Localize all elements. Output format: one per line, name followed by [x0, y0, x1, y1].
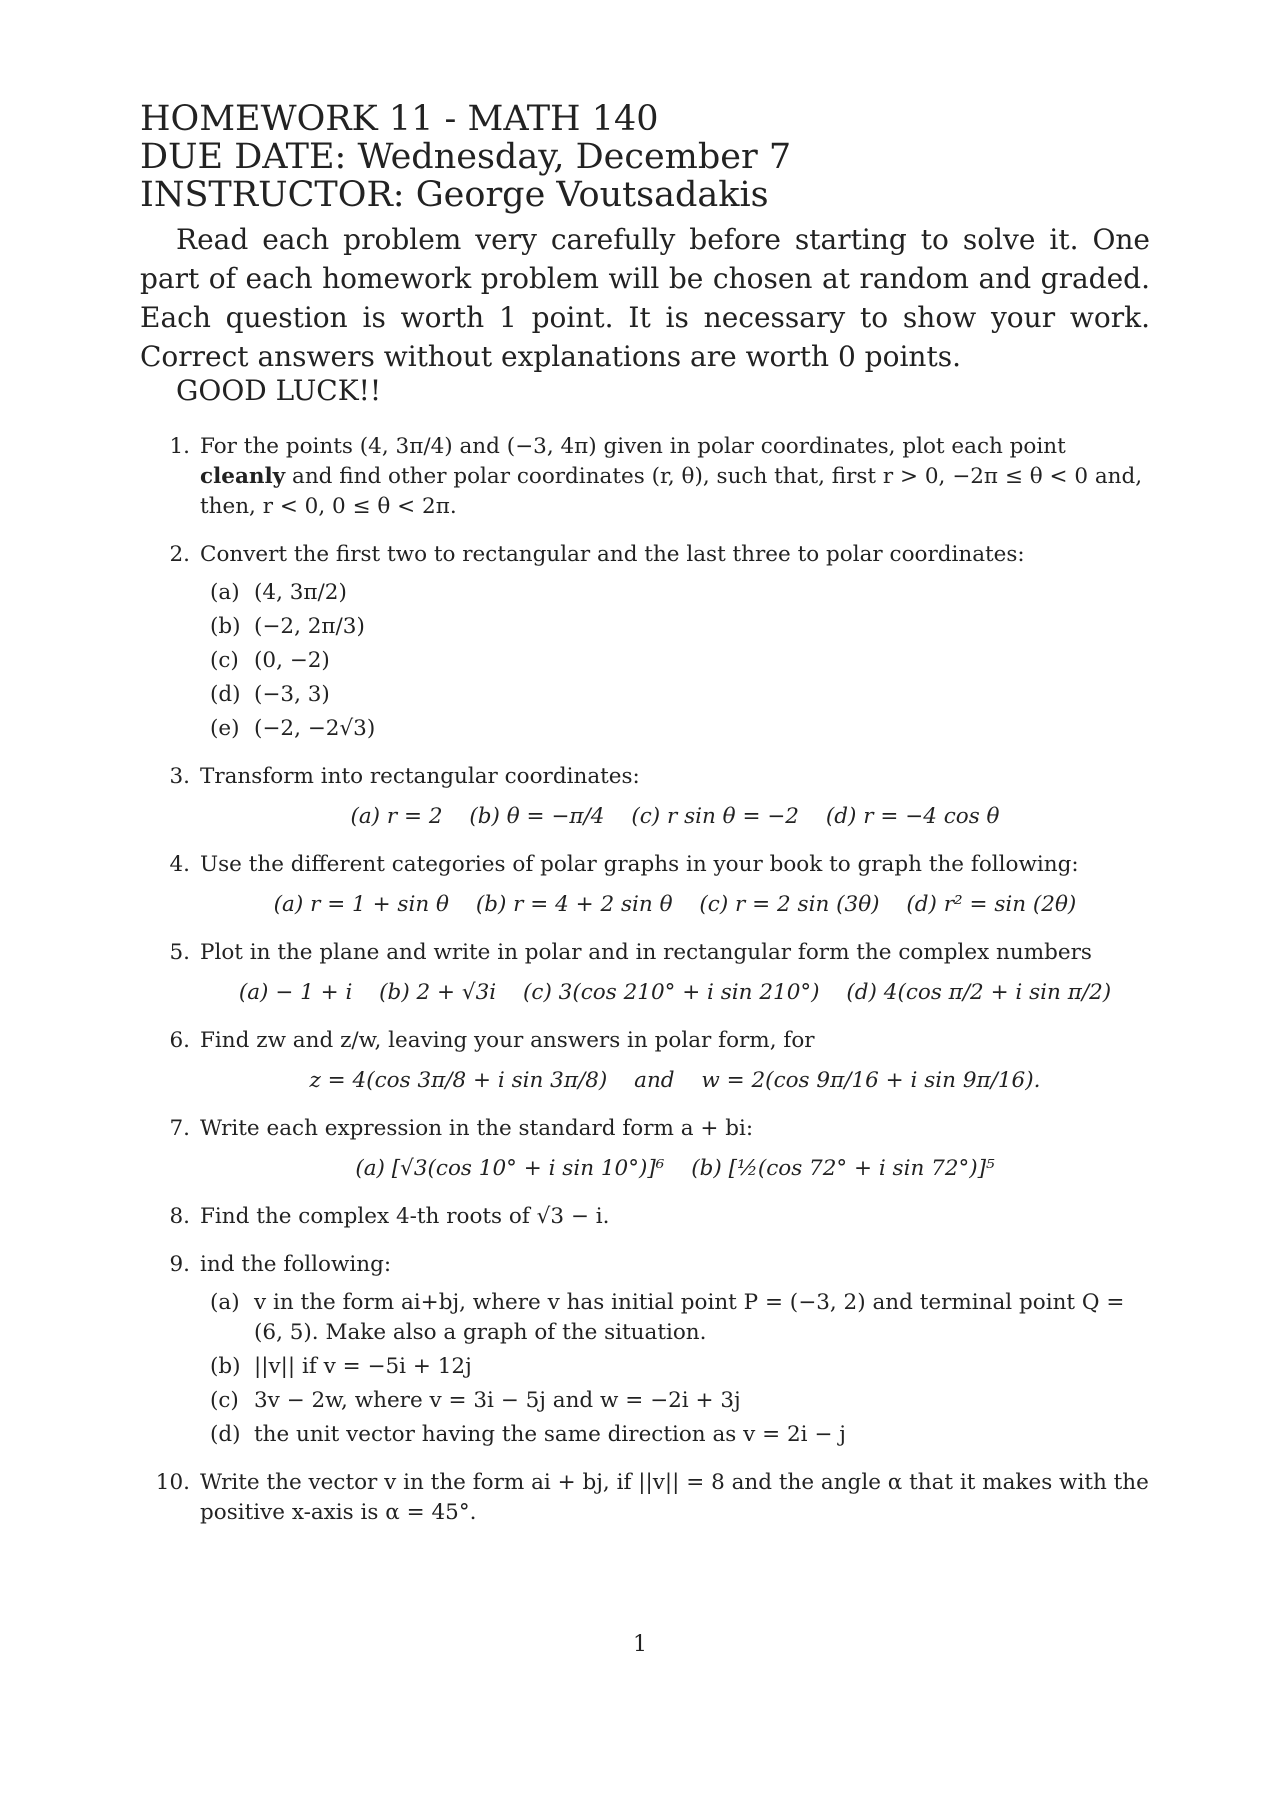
subitem-text: 3v − 2w, where v = 3i − 5j and w = −2i + 3j [254, 1388, 741, 1413]
problem-list [140, 432, 1150, 1528]
equation: (c) 3(cos 210° + i sin 210°) [523, 980, 820, 1005]
equation: (a) − 1 + i [238, 980, 353, 1005]
equation: (b) θ = −π/4 [469, 804, 605, 829]
subitem-label: (c) [210, 1388, 239, 1413]
subitem-label: (e) [210, 716, 240, 741]
subitem-text: the unit vector having the same direction as v = 2i − j [254, 1422, 846, 1447]
subitem [210, 578, 1150, 608]
instructor: INSTRUCTOR: George Voutsadakis [140, 175, 769, 215]
problem-text-bold: cleanly [200, 464, 286, 489]
display-equations [200, 1154, 1150, 1184]
homework-title: HOMEWORK 11 - MATH 140 [140, 99, 659, 139]
problem-text: ind the following: [200, 1252, 392, 1277]
problem-3 [140, 762, 1150, 832]
equation: and [634, 1068, 675, 1093]
problem-text-cont: and find other polar coordinates (r, θ), such that, first r > 0, −2π ≤ θ < 0 and, then, r < 0, 0 ≤ θ < 2π. [200, 464, 1143, 519]
subitem-text: (−2, 2π/3) [254, 614, 365, 639]
equation: w = 2(cos 9π/16 + i sin 9π/16). [701, 1068, 1041, 1093]
due-date: DUE DATE: Wednesday, December 7 [140, 137, 792, 177]
problem-4 [140, 850, 1150, 920]
subitem [210, 612, 1150, 642]
subitem-text: (0, −2) [254, 648, 330, 673]
display-equations [200, 978, 1150, 1008]
problem-number: 10. [155, 1470, 190, 1495]
equation: z = 4(cos 3π/8 + i sin 3π/8) [309, 1068, 608, 1093]
problem-number: 2. [169, 542, 190, 567]
problem-text: Find the complex 4-th roots of √3 − i. [200, 1204, 610, 1229]
subitem-label: (d) [210, 1422, 241, 1447]
problem-number: 4. [169, 852, 190, 877]
subitem [210, 1352, 1150, 1382]
equation: (c) r sin θ = −2 [631, 804, 799, 829]
equation: (d) 4(cos π/2 + i sin π/2) [846, 980, 1112, 1005]
instructions-text: Read each problem very carefully before starting to solve it. One part of each homework problem will be chosen at random and graded. Each question is worth 1 point. It is necessary to show your work. Correct answers without explanations are worth 0 points. [140, 223, 1150, 373]
problem-9 [140, 1250, 1150, 1450]
problem-text: Write each expression in the standard form a + bi: [200, 1116, 754, 1141]
problem-5 [140, 938, 1150, 1008]
problem-10 [140, 1468, 1150, 1528]
problem-6 [140, 1026, 1150, 1096]
subitem-text: v in the form ai+bj, where v has initial point P = (−3, 2) and terminal point Q = (6, 5). Make also a graph of the situation. [254, 1290, 1125, 1345]
equation: (a) r = 1 + sin θ [273, 892, 449, 917]
problem-text: Plot in the plane and write in polar and in rectangular form the complex numbers [200, 940, 1092, 965]
equation: (d) r = −4 cos θ [825, 804, 1000, 829]
problem-number: 1. [169, 434, 190, 459]
problem-number: 5. [169, 940, 190, 965]
problem-text: Transform into rectangular coordinates: [200, 764, 640, 789]
subitem-text: (−2, −2√3) [254, 716, 376, 741]
display-equations [200, 890, 1150, 920]
subitem-text: (4, 3π/2) [254, 580, 347, 605]
equation: (b) [½(cos 72° + i sin 72°)]⁵ [691, 1156, 995, 1181]
equation: (c) r = 2 sin (3θ) [699, 892, 880, 917]
subitem-list [210, 578, 1150, 744]
equation: (b) r = 4 + 2 sin θ [475, 892, 673, 917]
subitem-label: (c) [210, 648, 239, 673]
instructions-paragraph [140, 220, 1150, 376]
problem-2 [140, 540, 1150, 744]
display-equations [200, 802, 1150, 832]
subitem [210, 680, 1150, 710]
subitem [210, 1386, 1150, 1416]
display-equations [200, 1066, 1150, 1096]
good-luck: GOOD LUCK!! [176, 374, 382, 407]
problem-number: 6. [169, 1028, 190, 1053]
equation: (a) [√3(cos 10° + i sin 10°)]⁶ [355, 1156, 665, 1181]
problem-number: 9. [169, 1252, 190, 1277]
subitem-label: (d) [210, 682, 241, 707]
problem-1 [140, 432, 1150, 522]
subitem [210, 1420, 1150, 1450]
problem-text: Use the different categories of polar graphs in your book to graph the following: [200, 852, 1079, 877]
subitem [210, 646, 1150, 676]
document-page [140, 100, 1150, 1546]
subitem-label: (a) [210, 1290, 240, 1315]
problem-text: Write the vector v in the form ai + bj, if ||v|| = 8 and the angle α that it makes with the positive x-axis is α = 45°. [200, 1470, 1149, 1525]
subitem-label: (b) [210, 614, 241, 639]
problem-8 [140, 1202, 1150, 1232]
subitem [210, 1288, 1150, 1348]
problem-text: For the points (4, 3π/4) and (−3, 4π) given in polar coordinates, plot each point [200, 434, 1066, 459]
equation: (a) r = 2 [350, 804, 443, 829]
problem-text: Find zw and z/w, leaving your answers in polar form, for [200, 1028, 815, 1053]
problem-number: 7. [169, 1116, 190, 1141]
subitem [210, 714, 1150, 744]
subitem-text: ||v|| if v = −5i + 12j [254, 1354, 472, 1379]
problem-7 [140, 1114, 1150, 1184]
equation: (d) r² = sin (2θ) [906, 892, 1077, 917]
equation: (b) 2 + √3i [379, 980, 497, 1005]
problem-number: 8. [169, 1204, 190, 1229]
problem-text: Convert the first two to rectangular and the last three to polar coordinates: [200, 542, 1025, 567]
page-number: 1 [633, 1632, 647, 1657]
problem-number: 3. [169, 764, 190, 789]
subitem-text: (−3, 3) [254, 682, 330, 707]
subitem-label: (a) [210, 580, 240, 605]
subitem-list [210, 1288, 1150, 1450]
subitem-label: (b) [210, 1354, 241, 1379]
